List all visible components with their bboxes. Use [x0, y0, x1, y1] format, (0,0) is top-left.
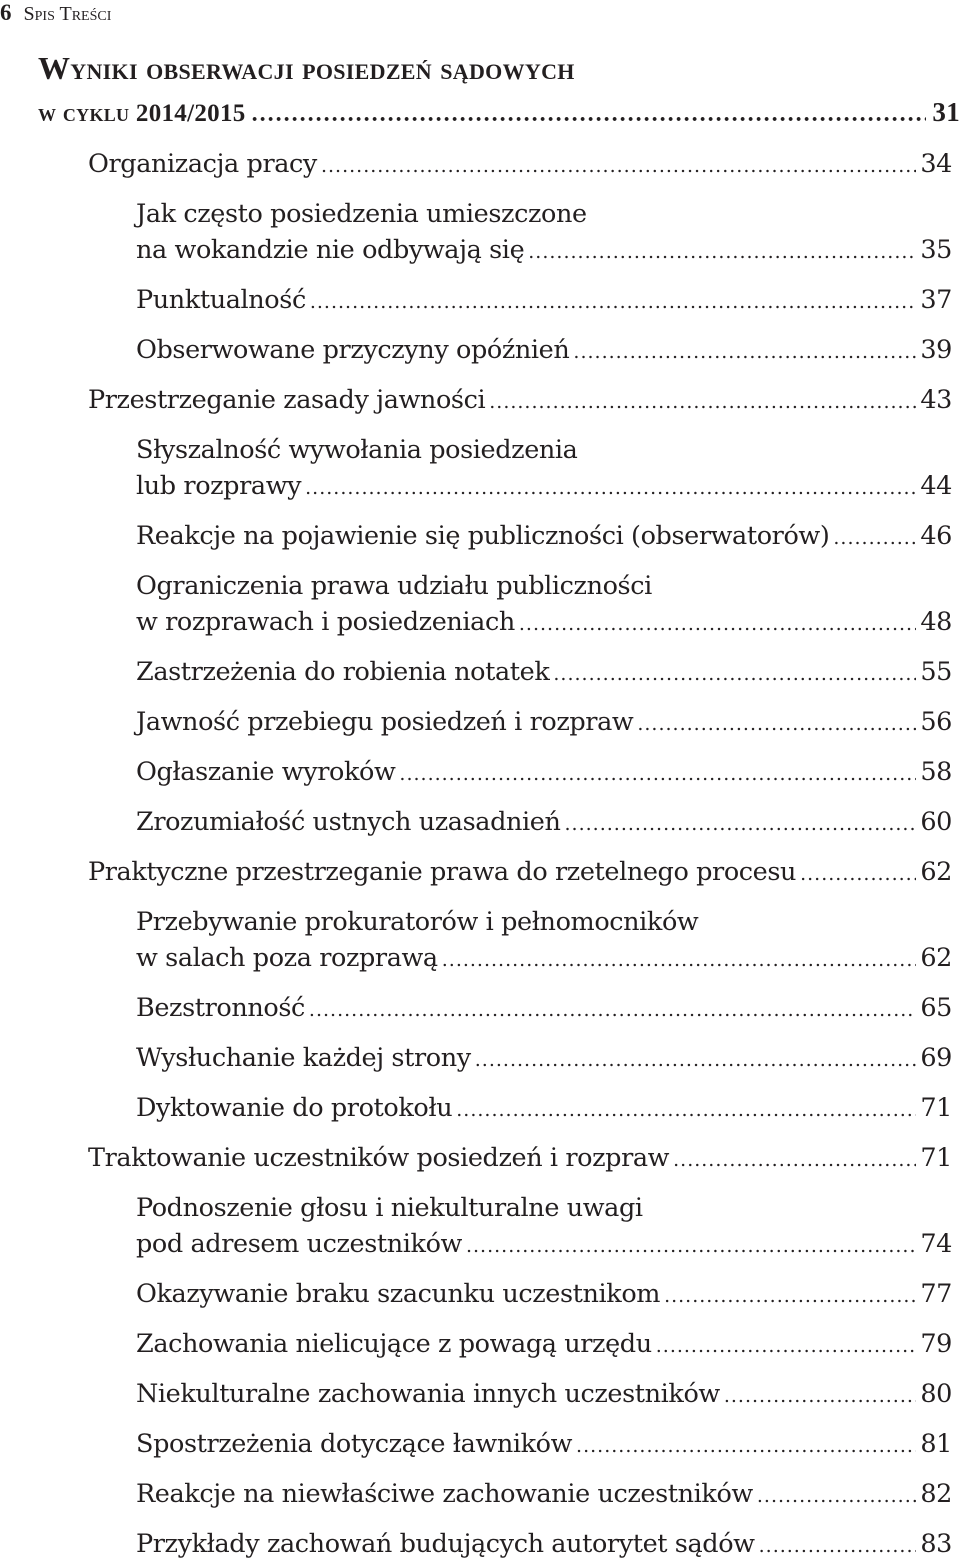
toc-entry[interactable] — [136, 432, 952, 506]
dot-leader — [519, 606, 916, 642]
toc-entry-row — [136, 1326, 952, 1364]
dot-leader — [466, 1228, 916, 1264]
toc-entry[interactable] — [136, 990, 952, 1028]
toc-entry-label-line: Podnoszenie głosu i niekulturalne uwagi — [136, 1193, 643, 1223]
toc-entry[interactable] — [136, 196, 952, 270]
toc-entry-label-line: Słyszalność wywołania posiedzenia — [136, 435, 578, 465]
toc-entry[interactable] — [136, 332, 952, 370]
page-header — [0, 0, 111, 26]
dot-leader — [553, 656, 916, 692]
running-head: Spis Treści — [23, 3, 112, 25]
toc-entry-row — [88, 146, 952, 184]
dot-leader — [800, 856, 916, 892]
toc-entry[interactable] — [136, 804, 952, 842]
toc-entry-row — [136, 1040, 952, 1078]
section-title-line-2 — [38, 90, 960, 136]
toc-entry-row — [136, 282, 952, 320]
toc-entry-row — [136, 1090, 952, 1128]
dot-leader — [309, 992, 916, 1028]
toc-entry-page-number: 80 — [920, 1379, 952, 1409]
toc-entry-label: Zrozumiałość ustnych uzasadnień — [136, 807, 561, 837]
toc-entry-row — [136, 1526, 952, 1564]
toc-entry[interactable] — [136, 282, 952, 320]
toc-entry-row — [136, 1276, 952, 1314]
toc-entry-row — [136, 654, 952, 692]
toc-entry-label-line: Ograniczenia prawa udziału publiczności — [136, 571, 652, 601]
toc-entry[interactable] — [136, 1526, 952, 1564]
toc-entry[interactable] — [136, 1190, 952, 1264]
toc-entry-label: Okazywanie braku szacunku uczestnikom — [136, 1279, 661, 1309]
toc-entry-label: Reakcje na niewłaściwe zachowanie uczestników — [136, 1479, 753, 1509]
toc-entry-row — [88, 382, 952, 420]
toc-entry-label: Dyktowanie do protokołu — [136, 1093, 453, 1123]
toc-entry-page-number: 62 — [920, 943, 952, 973]
dot-leader — [456, 1092, 916, 1128]
toc-entry[interactable] — [136, 1040, 952, 1078]
toc-entry[interactable] — [136, 518, 952, 556]
dot-leader — [528, 234, 916, 270]
toc-entry[interactable] — [136, 1326, 952, 1364]
toc-entry-row — [136, 332, 952, 370]
toc-entry-page-number: 43 — [920, 385, 952, 415]
toc-entry-page-number: 34 — [920, 149, 952, 179]
dot-leader — [637, 706, 916, 742]
toc-entry-row — [88, 1140, 952, 1178]
section-title — [38, 46, 960, 136]
toc-entry-page-number: 83 — [920, 1529, 952, 1559]
toc-entry-row — [136, 804, 952, 842]
section-page-number: 31 — [932, 97, 960, 127]
toc-entry-page-number: 71 — [920, 1143, 952, 1173]
toc-entry-page-number: 81 — [920, 1429, 952, 1459]
dot-leader — [442, 942, 917, 978]
toc-entry-page-number: 65 — [920, 993, 952, 1023]
toc-entry-page-number: 79 — [920, 1329, 952, 1359]
toc-entry-row — [136, 232, 952, 270]
toc-entry-page-number: 82 — [920, 1479, 952, 1509]
toc-entry-label: Zastrzeżenia do robienia notatek — [136, 657, 550, 687]
dot-leader — [673, 1142, 916, 1178]
toc-entry[interactable] — [136, 754, 952, 792]
toc-entry-row — [136, 1376, 952, 1414]
toc-entry-page-number: 39 — [920, 335, 952, 365]
toc-entry-label: Bezstronność — [136, 993, 305, 1023]
toc-entry-page-number: 58 — [920, 757, 952, 787]
toc-entry-label: Praktyczne przestrzeganie prawa do rzetelnego procesu — [88, 857, 797, 887]
toc-entry-page-number: 44 — [920, 471, 952, 501]
toc-entry-label: Obserwowane przyczyny opóźnień — [136, 335, 570, 365]
page-number: 6 — [0, 0, 12, 25]
toc-entry-label: lub rozprawy — [136, 471, 302, 501]
toc-entry-label: Niekulturalne zachowania innych uczestników — [136, 1379, 720, 1409]
dot-leader — [565, 806, 917, 842]
dot-leader — [475, 1042, 917, 1078]
toc-entry-page-number: 71 — [920, 1093, 952, 1123]
toc-entry-label: Organizacja pracy — [88, 149, 317, 179]
toc-entry-page-number: 60 — [920, 807, 952, 837]
toc-entry-row — [136, 1226, 952, 1264]
dot-leader — [573, 334, 916, 370]
toc-entry-label: Przestrzeganie zasady jawności — [88, 385, 486, 415]
toc-entry[interactable] — [136, 1090, 952, 1128]
dot-leader — [576, 1428, 916, 1464]
toc-entry-label: Punktualność — [136, 285, 306, 315]
toc-entry-label: Przykłady zachowań budujących autorytet sądów — [136, 1529, 755, 1559]
toc-entry-page-number: 77 — [920, 1279, 952, 1309]
toc-entry[interactable] — [88, 1140, 952, 1178]
dot-leader — [399, 756, 916, 792]
toc-entry-label: Reakcje na pojawienie się publiczności (obserwatorów) — [136, 521, 830, 551]
toc-entry-label: Spostrzeżenia dotyczące ławników — [136, 1429, 573, 1459]
toc-entry-page-number: 62 — [920, 857, 952, 887]
toc-entry-row — [136, 990, 952, 1028]
section-title-label: w cyklu 2014/2015 — [38, 100, 246, 127]
toc-entry-row — [136, 704, 952, 742]
toc-entry-page-number: 37 — [920, 285, 952, 315]
toc-entry-label: Ogłaszanie wyroków — [136, 757, 396, 787]
toc-entry-label: w rozprawach i posiedzeniach — [136, 607, 515, 637]
toc-entry-label-line: Jak często posiedzenia umieszczone — [136, 199, 587, 229]
dot-leader — [656, 1328, 917, 1364]
toc-entry[interactable] — [136, 1476, 952, 1514]
toc-entry[interactable] — [88, 854, 952, 892]
toc-entry-label: Zachowania nielicujące z powagą urzędu — [136, 1329, 652, 1359]
dot-leader — [252, 92, 927, 136]
toc-entry-row — [136, 604, 952, 642]
toc-entry-row — [88, 854, 952, 892]
toc-entry-page-number: 55 — [920, 657, 952, 687]
dot-leader — [833, 520, 916, 556]
dot-leader — [759, 1528, 917, 1564]
toc-entry-label: na wokandzie nie odbywają się — [136, 235, 525, 265]
dot-leader — [489, 384, 916, 420]
toc-entry[interactable] — [88, 146, 952, 184]
toc-entry-row — [136, 1426, 952, 1464]
toc-entry-row — [136, 468, 952, 506]
toc-entry-row — [136, 1476, 952, 1514]
toc-entry-label: Jawność przebiegu posiedzeń i rozpraw — [136, 707, 634, 737]
toc-entry[interactable] — [136, 904, 952, 978]
toc-entry-row — [136, 754, 952, 792]
toc-entry-page-number: 35 — [920, 235, 952, 265]
dot-leader — [321, 148, 916, 184]
toc-entry-page-number: 56 — [920, 707, 952, 737]
toc-entry[interactable] — [136, 568, 952, 642]
toc-entry-label-line: Przebywanie prokuratorów i pełnomocników — [136, 907, 699, 937]
toc-entry-row — [136, 518, 952, 556]
toc-entry-page-number: 46 — [920, 521, 952, 551]
toc-entry-row — [136, 940, 952, 978]
toc-entry-label: Traktowanie uczestników posiedzeń i rozpraw — [88, 1143, 670, 1173]
toc-entry[interactable] — [88, 382, 952, 420]
toc-entry-page-number: 74 — [920, 1229, 952, 1259]
toc-entry-label: pod adresem uczestników — [136, 1229, 462, 1259]
toc-entry[interactable] — [136, 654, 952, 692]
toc-entry[interactable] — [136, 1426, 952, 1464]
dot-leader — [310, 284, 917, 320]
dot-leader — [757, 1478, 916, 1514]
toc-entry[interactable] — [136, 1376, 952, 1414]
toc-entry-page-number: 48 — [920, 607, 952, 637]
toc-entry-label: w salach poza rozprawą — [136, 943, 438, 973]
section-title-line-1: Wyniki obserwacji posiedzeń sądowych — [38, 50, 575, 86]
toc-entry-label: Wysłuchanie każdej strony — [136, 1043, 471, 1073]
dot-leader — [305, 470, 916, 506]
dot-leader — [724, 1378, 917, 1414]
toc-entry-page-number: 69 — [920, 1043, 952, 1073]
toc-entry[interactable] — [136, 704, 952, 742]
dot-leader — [664, 1278, 916, 1314]
toc-entry[interactable] — [136, 1276, 952, 1314]
